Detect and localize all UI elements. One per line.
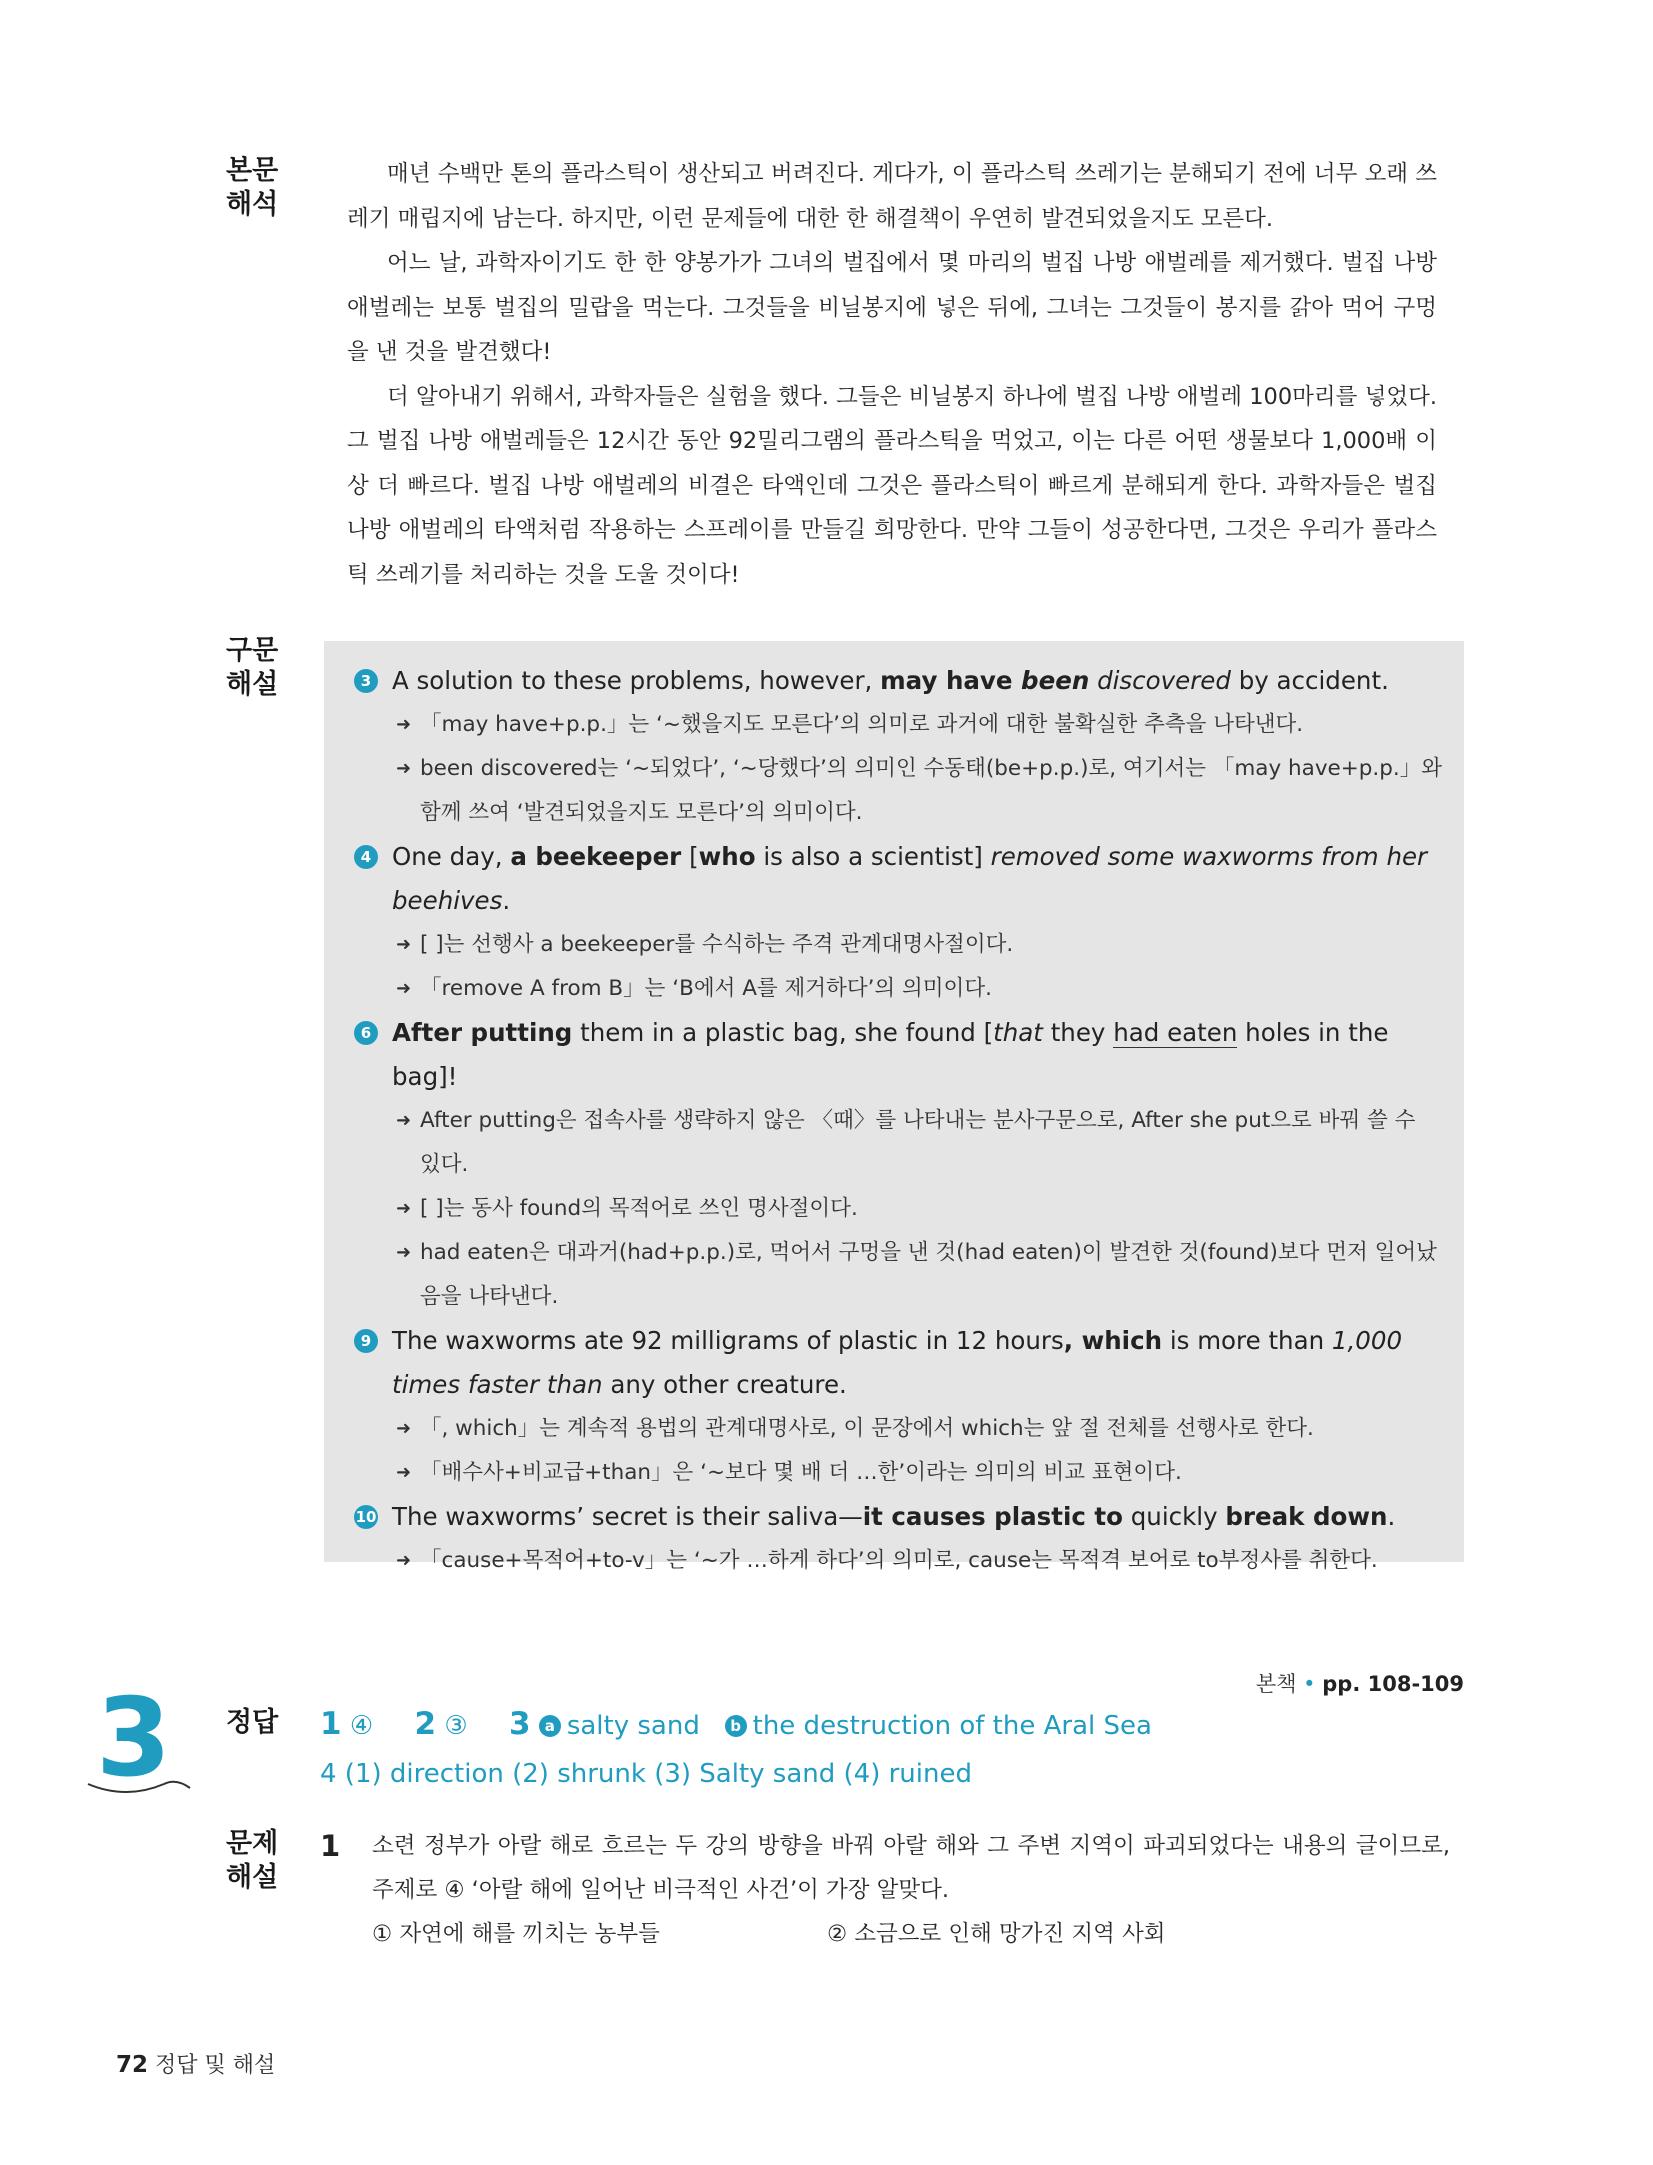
arrow-icon: ➜ — [396, 1462, 412, 1483]
question-number: 1 — [320, 1829, 341, 1863]
arrow-icon: ➜ — [396, 714, 412, 735]
translation-paragraph: 더 알아내기 위해서, 과학자들은 실험을 했다. 그들은 비닐봉지 하나에 벌집 나방 애벌레 100마리를 넣었다. 그 벌집 나방 애벌레들은 12시간 동안 92밀리그램의 플라스틱을 먹었고, 이는 다른 어떤 생물보다 1,000배 이상 더 빠르다. 벌집 나방 애벌레의 비결은 타액인데 그것은 플라스틱이 빠르게 분해되게 한다. 과학자들은 벌집 나방 애벌레의 타액처럼 작용하는 스프레이를 만들길 희망한다. 만약 그들이 성공한다면, 그것은 우리가 플라스틱 쓰레기를 처리하는 것을 도울 것이다! — [347, 383, 1437, 588]
translation-paragraph: 매년 수백만 톤의 플라스틱이 생산되고 버려진다. 게다가, 이 플라스틱 쓰레기는 분해되기 전에 너무 오래 쓰레기 매립지에 남는다. 하지만, 이런 문제들에 대한 한 해결책이 우연히 발견되었을지도 모른다. — [347, 161, 1437, 232]
grammar-note: ➜ been discovered는 ‘~되었다’, ‘~당했다’의 의미인 수동태(be+p.p.)로, 여기서는 「may have+p.p.」와 함께 쓰여 ‘발견되었을지도 모른다’의 의미이다. — [350, 747, 1442, 835]
arrow-icon: ➜ — [396, 1110, 412, 1131]
grammar-item — [350, 659, 1442, 703]
arrow-icon: ➜ — [396, 1550, 412, 1571]
grammar-sentence: One day, a beekeeper [who is also a scientist] removed some waxworms from her beehives. — [392, 842, 1428, 915]
section-number: 3 — [96, 1676, 172, 1801]
item-number-badge: 6 — [354, 1021, 378, 1045]
answers-block — [320, 1700, 1152, 1798]
grammar-item — [350, 1011, 1442, 1099]
book-reference: 본책 • pp. 108-109 — [1255, 1672, 1464, 1696]
arrow-icon: ➜ — [396, 1198, 412, 1219]
grammar-note: ➜ [ ]는 선행사 a beekeeper를 수식하는 주격 관계대명사절이다. — [350, 923, 1442, 967]
grammar-label: 구문 해설 — [226, 635, 279, 700]
grammar-note: ➜ After putting은 접속사를 생략하지 않은 〈때〉를 나타내는 분사구문으로, After she put으로 바꿔 쓸 수 있다. — [350, 1099, 1442, 1187]
grammar-sentence: The waxworms’ secret is their saliva—it causes plastic to quickly break down. — [392, 1502, 1396, 1531]
grammar-note: ➜ 「remove A from B」는 ‘B에서 A를 제거하다’의 의미이다. — [350, 967, 1442, 1011]
circled-a-icon: a — [539, 1715, 561, 1737]
item-number-badge: 9 — [354, 1329, 378, 1353]
grammar-box — [324, 641, 1464, 1573]
grammar-sentence: The waxworms ate 92 milligrams of plastic in 12 hours, which is more than 1,000 times faster than any other creature. — [392, 1326, 1403, 1399]
grammar-note: ➜ [ ]는 동사 found의 목적어로 쓰인 명사절이다. — [350, 1187, 1442, 1231]
arrow-icon: ➜ — [396, 758, 412, 779]
question-text: 소련 정부가 아랄 해로 흐르는 두 강의 방향을 바꿔 아랄 해와 그 주변 지역이 파괴되었다는 내용의 글이므로, 주제로 ④ ‘아랄 해에 일어난 비극적인 사건’이 가장 알맞다. — [372, 1833, 1450, 1903]
circled-b-icon: b — [725, 1715, 747, 1737]
arrow-icon: ➜ — [396, 1418, 412, 1439]
grammar-item — [350, 835, 1442, 923]
grammar-note: ➜ 「may have+p.p.」는 ‘~했을지도 모른다’의 의미로 과거에 대한 불확실한 추측을 나타낸다. — [350, 703, 1442, 747]
question-explanation — [320, 1824, 1450, 1956]
answers-line: 1 ④ 2 ③ 3 a salty sand b the destruction of the Aral Sea — [320, 1706, 1152, 1742]
item-number-badge: 3 — [354, 669, 378, 693]
option: ② 소금으로 인해 망가진 지역 사회 — [827, 1921, 1166, 1947]
arrow-icon: ➜ — [396, 1242, 412, 1263]
answer-label: 정답 — [226, 1707, 279, 1738]
grammar-note: ➜ 「cause+목적어+to-v」는 ‘~가 …하게 하다’의 의미로, cause는 목적격 보어로 to부정사를 취한다. — [350, 1539, 1442, 1583]
question-options — [372, 1912, 1450, 1956]
grammar-sentence: A solution to these problems, however, may have been discovered by accident. — [392, 666, 1389, 695]
item-number-badge: 10 — [354, 1505, 378, 1529]
grammar-note: ➜ 「배수사+비교급+than」은 ‘~보다 몇 배 더 …한’이라는 의미의 비교 표현이다. — [350, 1451, 1442, 1495]
item-number-badge: 4 — [354, 845, 378, 869]
arrow-icon: ➜ — [396, 934, 412, 955]
translation-label: 본문 해석 — [226, 155, 279, 220]
answers-line: 4 (1) direction (2) shrunk (3) Salty sand (4) ruined — [320, 1759, 972, 1789]
page-footer: 72 정답 및 해설 — [116, 2052, 276, 2078]
grammar-note: ➜ 「, which」는 계속적 용법의 관계대명사로, 이 문장에서 which는 앞 절 전체를 선행사로 한다. — [350, 1407, 1442, 1451]
swoosh-decoration — [86, 1770, 196, 1800]
grammar-item — [350, 1495, 1442, 1539]
explanation-label: 문제 해설 — [226, 1828, 279, 1893]
arrow-icon: ➜ — [396, 978, 412, 999]
option: ① 자연에 해를 끼치는 농부들 — [372, 1921, 660, 1947]
translation-paragraph: 어느 날, 과학자이기도 한 한 양봉가가 그녀의 벌집에서 몇 마리의 벌집 나방 애벌레를 제거했다. 벌집 나방 애벌레는 보통 벌집의 밀랍을 먹는다. 그것들을 비닐봉지에 넣은 뒤에, 그녀는 그것들이 봉지를 갉아 먹어 구멍을 낸 것을 발견했다! — [347, 250, 1437, 365]
grammar-note: ➜ had eaten은 대과거(had+p.p.)로, 먹어서 구멍을 낸 것(had eaten)이 발견한 것(found)보다 먼저 일어났음을 나타낸다. — [350, 1231, 1442, 1319]
translation-body — [347, 152, 1437, 597]
grammar-sentence: After putting them in a plastic bag, she found [that they had eaten holes in the bag]! — [392, 1018, 1389, 1091]
grammar-item — [350, 1319, 1442, 1407]
